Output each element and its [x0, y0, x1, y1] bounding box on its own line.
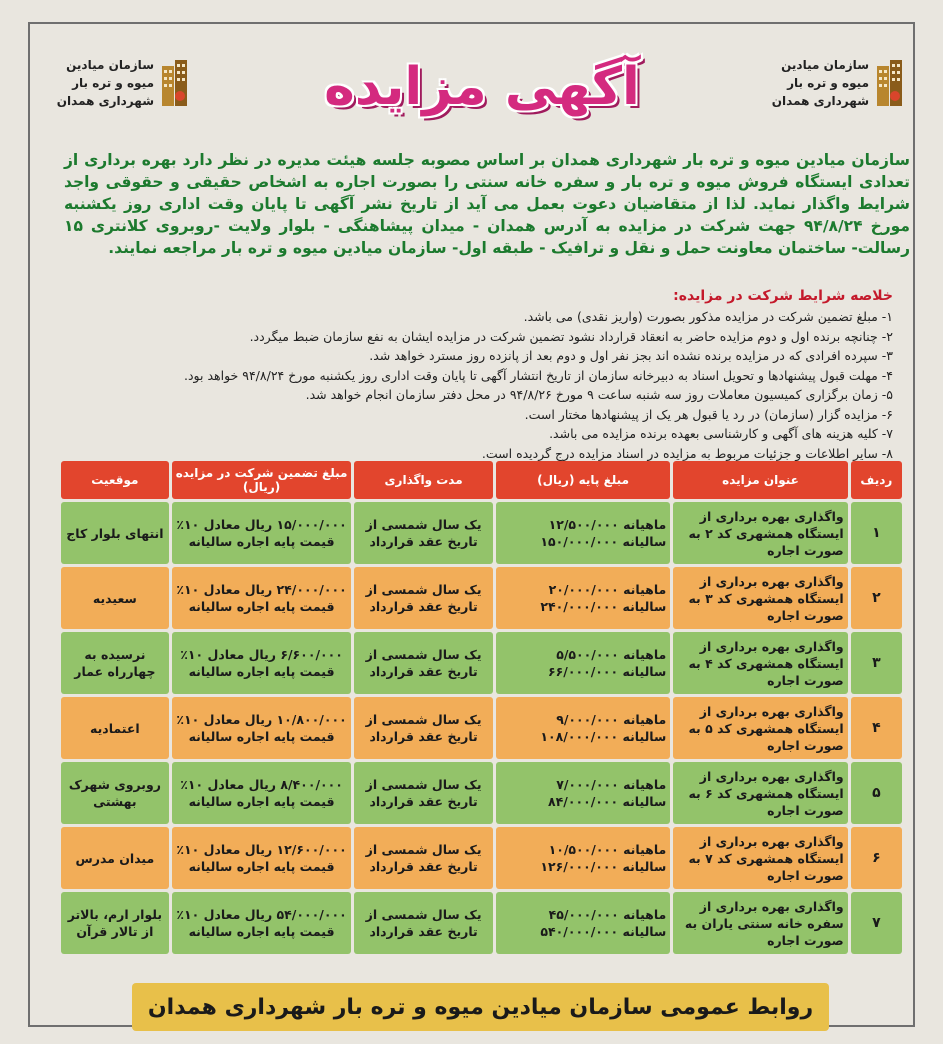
cell-guarantee: ۵۴/۰۰۰/۰۰۰ ریال معادل ۱۰٪ قیمت پایه اجاره سالیانه [172, 892, 352, 954]
cell-radif: ۲ [851, 567, 902, 629]
cell-base-price [496, 697, 670, 759]
condition-item: ۸- سایر اطلاعات و جزئیات مربوط به مزایده در اسناد مزایده درج گردیده است. [481, 445, 893, 461]
table-row [61, 567, 902, 629]
building-logo-icon [160, 58, 190, 108]
table-row [61, 632, 902, 694]
cell-duration: یک سال شمسی از تاریخ عقد قرارداد [354, 567, 493, 629]
cell-radif: ۷ [851, 892, 902, 954]
cell-radif: ۳ [851, 632, 902, 694]
monthly-price: ماهیانه ۱۲/۵۰۰/۰۰۰ [548, 517, 667, 532]
cell-duration: یک سال شمسی از تاریخ عقد قرارداد [354, 632, 493, 694]
logo-line: سازمان میادین [66, 58, 154, 72]
table-row [61, 502, 902, 564]
cell-duration: یک سال شمسی از تاریخ عقد قرارداد [354, 827, 493, 889]
monthly-price: ماهیانه ۲۰/۰۰۰/۰۰۰ [548, 582, 667, 597]
table-row [61, 892, 902, 954]
cell-guarantee: ۲۴/۰۰۰/۰۰۰ ریال معادل ۱۰٪ قیمت پایه اجاره سالیانه [172, 567, 352, 629]
yearly-price: سالیانه ۱۵۰/۰۰۰/۰۰۰ [540, 534, 667, 549]
cell-title: واگذاری بهره برداری از سفره خانه سنتی یاران به صورت اجاره [673, 892, 847, 954]
header-location: موقعیت [61, 461, 169, 499]
organization-logo-right [755, 44, 905, 122]
cell-radif: ۵ [851, 762, 902, 824]
cell-location: بلوار ارم، بالاتر از تالار قرآن [61, 892, 169, 954]
cell-guarantee: ۱۰/۸۰۰/۰۰۰ ریال معادل ۱۰٪ قیمت پایه اجاره سالیانه [172, 697, 352, 759]
cell-radif: ۱ [851, 502, 902, 564]
organization-logo-left [40, 44, 190, 122]
logo-line: شهرداری همدان [771, 94, 869, 108]
auction-table [58, 458, 905, 957]
header-base-price: مبلغ پایه (ریال) [496, 461, 670, 499]
conditions-title: خلاصه شرایط شرکت در مزایده: [673, 288, 893, 304]
yearly-price: سالیانه ۱۲۶/۰۰۰/۰۰۰ [540, 859, 667, 874]
monthly-price: ماهیانه ۴۵/۰۰۰/۰۰۰ [548, 907, 667, 922]
monthly-price: ماهیانه ۹/۰۰۰/۰۰۰ [556, 712, 667, 727]
cell-location: میدان مدرس [61, 827, 169, 889]
cell-location: نرسیده به چهارراه عمار [61, 632, 169, 694]
logo-line: شهرداری همدان [56, 94, 154, 108]
condition-item: ۴- مهلت قبول پیشنهادها و تحویل اسناد به دبیرخانه سازمان از تاریخ انتشار آگهی تا پایان وقت اداری روز یکشنبه مورخ ۹۴/۸/۲۴ خواهد بود. [184, 367, 893, 383]
yearly-price: سالیانه ۸۴/۰۰۰/۰۰۰ [548, 794, 667, 809]
logo-line: میوه و تره بار [72, 76, 154, 90]
monthly-price: ماهیانه ۷/۰۰۰/۰۰۰ [556, 777, 667, 792]
condition-item: ۱- مبلغ تضمین شرکت در مزایده مذکور بصورت (واریز نقدی) می باشد. [523, 309, 893, 324]
cell-base-price [496, 502, 670, 564]
condition-item: ۵- زمان برگزاری کمیسیون معاملات روز سه شنبه ساعت ۹ مورخ ۹۴/۸/۲۶ در محل دفتر سازمان انجام خواهد شد. [305, 387, 893, 402]
cell-radif: ۶ [851, 827, 902, 889]
logo-line: سازمان میادین [781, 58, 869, 72]
yearly-price: سالیانه ۵۴۰/۰۰۰/۰۰۰ [540, 924, 667, 939]
footer-banner: روابط عمومی سازمان میادین میوه و تره بار شهرداری همدان [132, 983, 829, 1031]
condition-item: ۷- کلیه هزینه های آگهی و کارشناسی بعهده برنده مزایده می باشد. [549, 426, 893, 441]
cell-title: واگذاری بهره برداری از ایستگاه همشهری کد ۲ به صورت اجاره [673, 502, 847, 564]
cell-title: واگذاری بهره برداری از ایستگاه همشهری کد ۴ به صورت اجاره [673, 632, 847, 694]
condition-item: ۲- چنانچه برنده اول و دوم مزایده حاضر به انعقاد قرارداد نشود تضمین شرکت در مزایده ایشان به نفع سازمان ضبط میگردد. [249, 328, 893, 344]
cell-location: روبروی شهرک بهشتی [61, 762, 169, 824]
cell-title: واگذاری بهره برداری از ایستگاه همشهری کد ۳ به صورت اجاره [673, 567, 847, 629]
table-row [61, 827, 902, 889]
logo-text [772, 56, 869, 110]
cell-guarantee: ۶/۶۰۰/۰۰۰ ریال معادل ۱۰٪ قیمت پایه اجاره سالیانه [172, 632, 352, 694]
building-logo-icon [875, 58, 905, 108]
yearly-price: سالیانه ۱۰۸/۰۰۰/۰۰۰ [540, 729, 667, 744]
cell-guarantee: ۱۵/۰۰۰/۰۰۰ ریال معادل ۱۰٪ قیمت پایه اجاره سالیانه [172, 502, 352, 564]
cell-base-price [496, 632, 670, 694]
cell-guarantee: ۱۲/۶۰۰/۰۰۰ ریال معادل ۱۰٪ قیمت پایه اجاره سالیانه [172, 827, 352, 889]
monthly-price: ماهیانه ۵/۵۰۰/۰۰۰ [556, 647, 667, 662]
cell-duration: یک سال شمسی از تاریخ عقد قرارداد [354, 762, 493, 824]
header-guarantee: مبلغ تضمین شرکت در مزایده (ریال) [172, 461, 352, 499]
cell-guarantee: ۸/۴۰۰/۰۰۰ ریال معادل ۱۰٪ قیمت پایه اجاره سالیانه [172, 762, 352, 824]
cell-location: سعیدیه [61, 567, 169, 629]
table-row [61, 762, 902, 824]
cell-base-price [496, 567, 670, 629]
notice-header [30, 24, 917, 142]
cell-base-price [496, 762, 670, 824]
header-duration: مدت واگذاری [354, 461, 493, 499]
conditions-list [93, 307, 893, 463]
cell-base-price [496, 827, 670, 889]
cell-duration: یک سال شمسی از تاریخ عقد قرارداد [354, 697, 493, 759]
condition-item: ۶- مزایده گزار (سازمان) در رد یا قبول هر یک از پیشنهادها مختار است. [524, 406, 893, 422]
cell-duration: یک سال شمسی از تاریخ عقد قرارداد [354, 502, 493, 564]
table-header-row [61, 461, 902, 499]
header-title: عنوان مزایده [673, 461, 847, 499]
intro-paragraph: سازمان میادین میوه و تره بار شهرداری همدان بر اساس مصوبه جلسه هیئت مدیره در نظر دارد بهره برداری از تعدادی ایستگاه فروش میوه و تره بار و سفره خانه سنتی را بصورت اجاره به اشخاص حقیقی و حقوقی واجد شرایط واگذار نماید. لذا از متقاضیان دعوت بعمل می آید از تاریخ نشر آگهی تا پایان وقت اداری روز یکشنبه مورخ ۹۴/۸/۲۴ جهت شرکت در مزایده به آدرس همدان - میدان پیشاهنگی - بلوار ولایت -روبروی کلانتری ۱۵ رسالت- ساختمان معاونت حمل و نقل و ترافیک - طبقه اول- سازمان میادین میوه و تره بار مراجعه نمایند. [64, 151, 910, 257]
logo-text [57, 56, 154, 110]
cell-title: واگذاری بهره برداری از ایستگاه همشهری کد ۶ به صورت اجاره [673, 762, 847, 824]
condition-item: ۳- سپرده افرادی که در مزایده برنده نشده اند بجز نفر اول و دوم بعد از پانزده روز مسترد خواهد شد. [369, 348, 893, 363]
logo-line: میوه و تره بار [787, 76, 869, 90]
cell-title: واگذاری بهره برداری از ایستگاه همشهری کد ۵ به صورت اجاره [673, 697, 847, 759]
cell-title: واگذاری بهره برداری از ایستگاه همشهری کد ۷ به صورت اجاره [673, 827, 847, 889]
auction-table-wrapper [58, 458, 905, 955]
cell-base-price [496, 892, 670, 954]
cell-location: انتهای بلوار کاج [61, 502, 169, 564]
monthly-price: ماهیانه ۱۰/۵۰۰/۰۰۰ [548, 842, 667, 857]
table-row [61, 697, 902, 759]
cell-radif: ۴ [851, 697, 902, 759]
yearly-price: سالیانه ۶۶/۰۰۰/۰۰۰ [548, 664, 667, 679]
page-title: آگهی مزایده [324, 57, 640, 117]
cell-location: اعتمادیه [61, 697, 169, 759]
header-radif: ردیف [851, 461, 902, 499]
yearly-price: سالیانه ۲۴۰/۰۰۰/۰۰۰ [540, 599, 667, 614]
cell-duration: یک سال شمسی از تاریخ عقد قرارداد [354, 892, 493, 954]
